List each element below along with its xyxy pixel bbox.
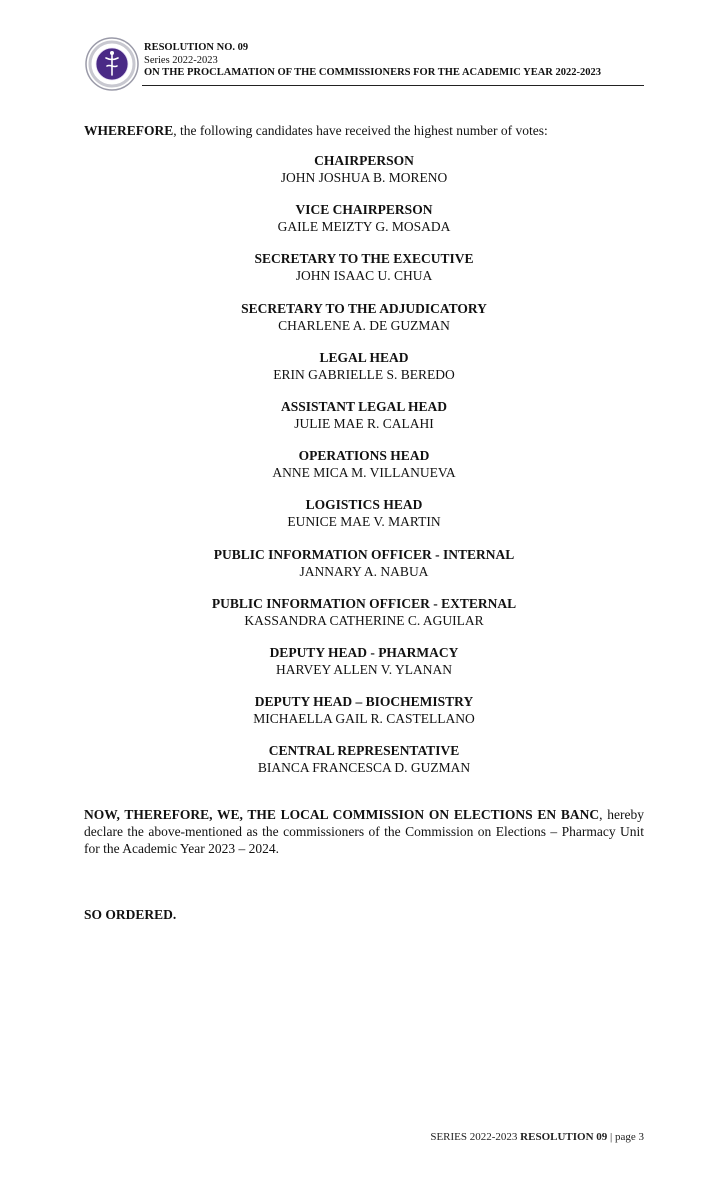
position-title: OPERATIONS HEAD bbox=[298, 448, 430, 464]
closing-text: , hereby declare the above-mentioned as the commissioners of the Commission on Elections – Pharmacy Unit for the Academic Year 2023 – 2024. bbox=[84, 807, 644, 856]
position-name: CHARLENE A. DE GUZMAN bbox=[278, 317, 450, 333]
position-name: JANNARY A. NABUA bbox=[299, 563, 429, 579]
position-block bbox=[84, 644, 644, 693]
position-title: VICE CHAIRPERSON bbox=[295, 202, 433, 218]
closing-lead: NOW, THEREFORE, WE, THE LOCAL COMMISSION ON ELECTIONS EN BANC bbox=[84, 807, 600, 822]
position-name: ANNE MICA M. VILLANUEVA bbox=[272, 465, 456, 481]
resolution-number: RESOLUTION NO. 09 bbox=[144, 42, 249, 53]
position-block bbox=[84, 546, 644, 595]
intro-lead: WHEREFORE bbox=[84, 123, 174, 138]
page-footer bbox=[430, 1130, 644, 1144]
footer-resolution: RESOLUTION 09 bbox=[520, 1131, 608, 1143]
position-name: JULIE MAE R. CALAHI bbox=[294, 415, 434, 431]
position-title: CHAIRPERSON bbox=[314, 153, 414, 168]
intro-paragraph bbox=[84, 122, 644, 139]
intro-text: , the following candidates have received the highest number of votes: bbox=[173, 123, 548, 138]
position-title: DEPUTY HEAD – BIOCHEMISTRY bbox=[254, 694, 474, 710]
resolution-subject: ON THE PROCLAMATION OF THE COMMISSIONERS FOR THE ACADEMIC YEAR 2022-2023 bbox=[144, 67, 601, 78]
position-block bbox=[84, 693, 644, 742]
position-name: KASSANDRA CATHERINE C. AGUILAR bbox=[244, 612, 484, 628]
position-block bbox=[84, 447, 644, 496]
position-block bbox=[84, 201, 644, 250]
position-name: JOHN JOSHUA B. MORENO bbox=[280, 170, 448, 185]
header-divider bbox=[142, 85, 644, 86]
position-title: PUBLIC INFORMATION OFFICER - EXTERNAL bbox=[211, 595, 517, 611]
position-name: JOHN ISAAC U. CHUA bbox=[295, 268, 433, 284]
closing-paragraph bbox=[84, 806, 644, 857]
position-title: CENTRAL REPRESENTATIVE bbox=[268, 743, 460, 759]
footer-page: | page 3 bbox=[607, 1131, 644, 1143]
position-title: SECRETARY TO THE ADJUDICATORY bbox=[241, 300, 487, 316]
position-name: BIANCA FRANCESCA D. GUZMAN bbox=[257, 760, 471, 776]
position-block bbox=[84, 398, 644, 447]
position-block bbox=[84, 300, 644, 349]
document-header bbox=[84, 36, 644, 98]
position-title: PUBLIC INFORMATION OFFICER - INTERNAL bbox=[213, 546, 515, 562]
position-name: ERIN GABRIELLE S. BEREDO bbox=[273, 366, 455, 382]
position-block bbox=[84, 496, 644, 545]
position-block bbox=[84, 152, 644, 201]
position-block bbox=[84, 250, 644, 299]
position-name: GAILE MEIZTY G. MOSADA bbox=[277, 219, 451, 235]
so-ordered: SO ORDERED. bbox=[84, 907, 177, 922]
position-title: ASSISTANT LEGAL HEAD bbox=[280, 398, 448, 414]
position-block bbox=[84, 595, 644, 644]
position-name: MICHAELLA GAIL R. CASTELLANO bbox=[253, 711, 475, 727]
positions-list bbox=[84, 152, 644, 791]
footer-series: SERIES 2022-2023 bbox=[430, 1131, 521, 1143]
position-title: DEPUTY HEAD - PHARMACY bbox=[269, 644, 459, 660]
position-block bbox=[84, 349, 644, 398]
position-name: EUNICE MAE V. MARTIN bbox=[287, 514, 441, 530]
position-name: HARVEY ALLEN V. YLANAN bbox=[276, 661, 452, 677]
position-title: LEGAL HEAD bbox=[319, 349, 409, 365]
position-title: SECRETARY TO THE EXECUTIVE bbox=[254, 251, 474, 267]
position-title: LOGISTICS HEAD bbox=[305, 497, 423, 513]
university-seal-icon bbox=[84, 36, 140, 92]
resolution-series: Series 2022-2023 bbox=[144, 54, 218, 66]
position-block bbox=[84, 742, 644, 791]
